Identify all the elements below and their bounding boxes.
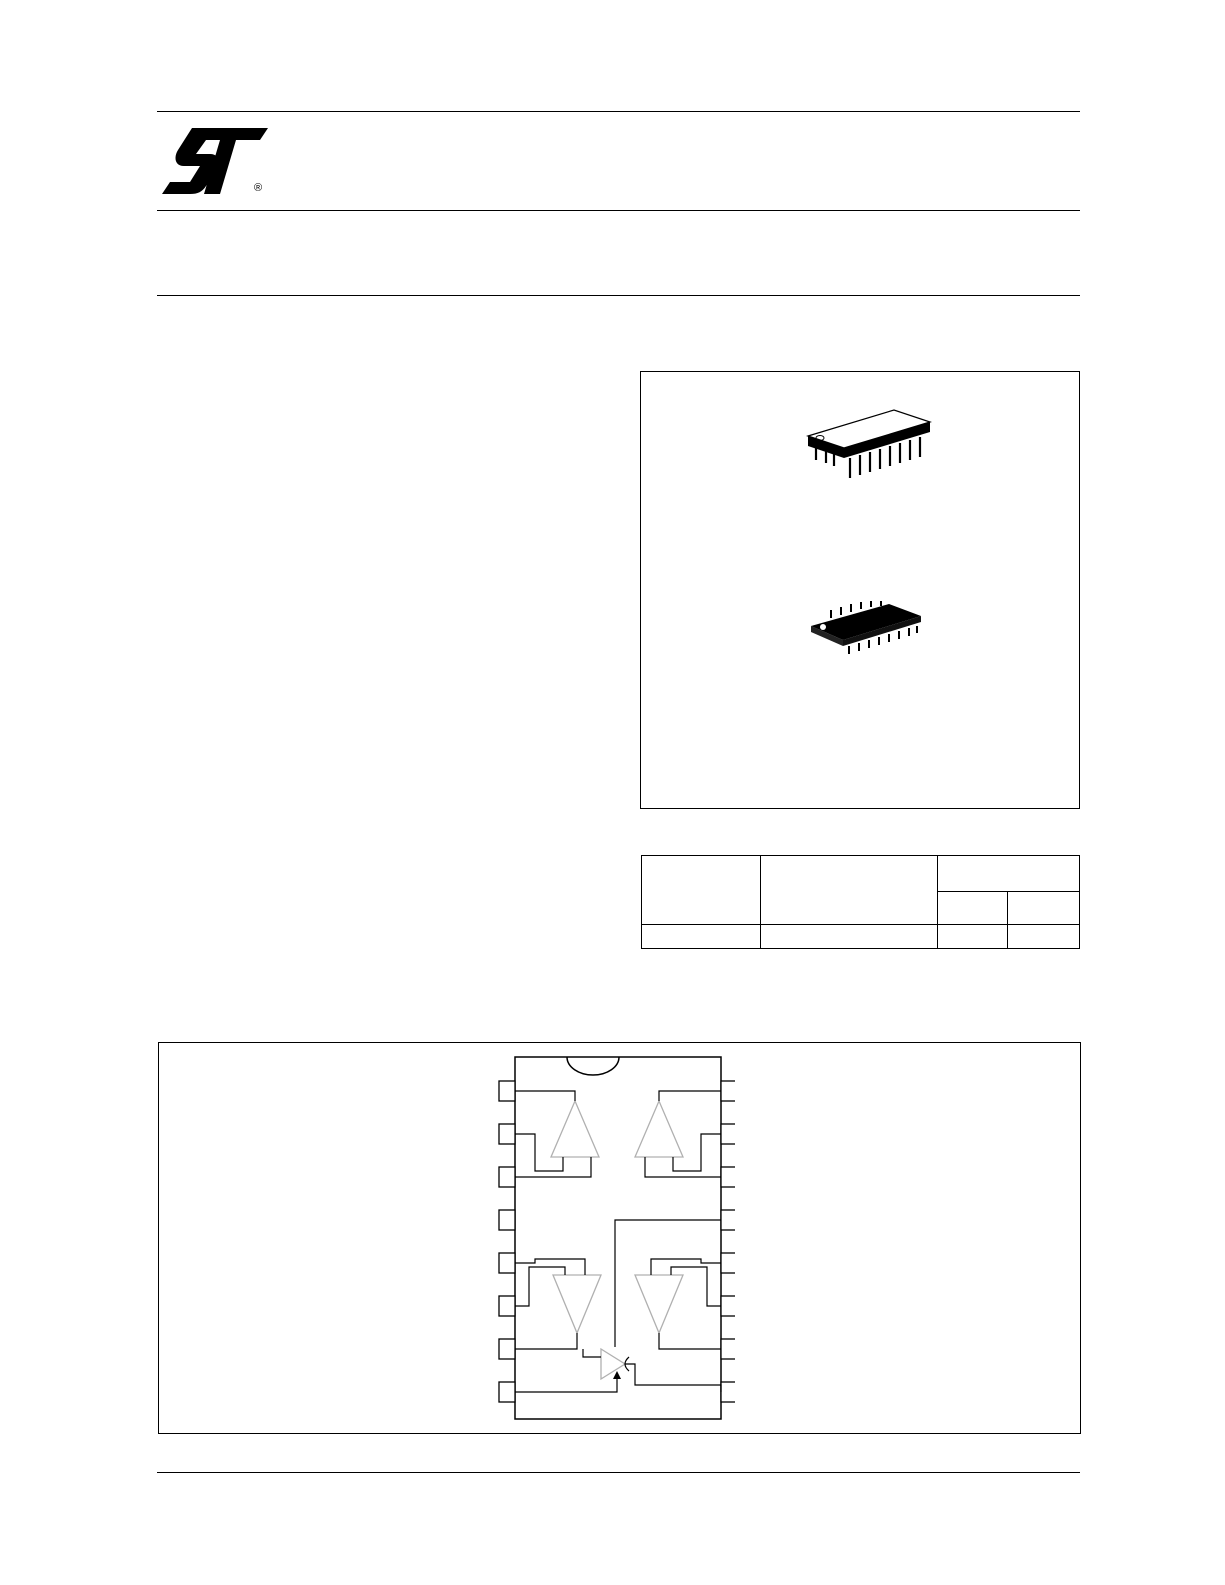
table-cell [938,856,1080,892]
table-cell [642,925,761,949]
header-bottom-rule [157,210,1080,211]
table-cell [1008,892,1080,925]
order-codes-table [641,855,1080,949]
table-cell [938,925,1008,949]
dip16-package-icon [806,408,936,483]
pin-connection-box [158,1042,1081,1434]
pin-connection-diagram [495,1053,735,1425]
registered-mark: ® [254,182,263,194]
so16-package-icon [809,600,929,660]
title-bottom-rule [157,295,1080,296]
top-rule [157,111,1080,112]
table-cell [642,856,761,925]
table-cell [761,856,938,925]
table-cell [1008,925,1080,949]
table-cell [938,892,1008,925]
table-cell [761,925,938,949]
package-panel [640,371,1080,809]
footer-rule [157,1472,1080,1473]
